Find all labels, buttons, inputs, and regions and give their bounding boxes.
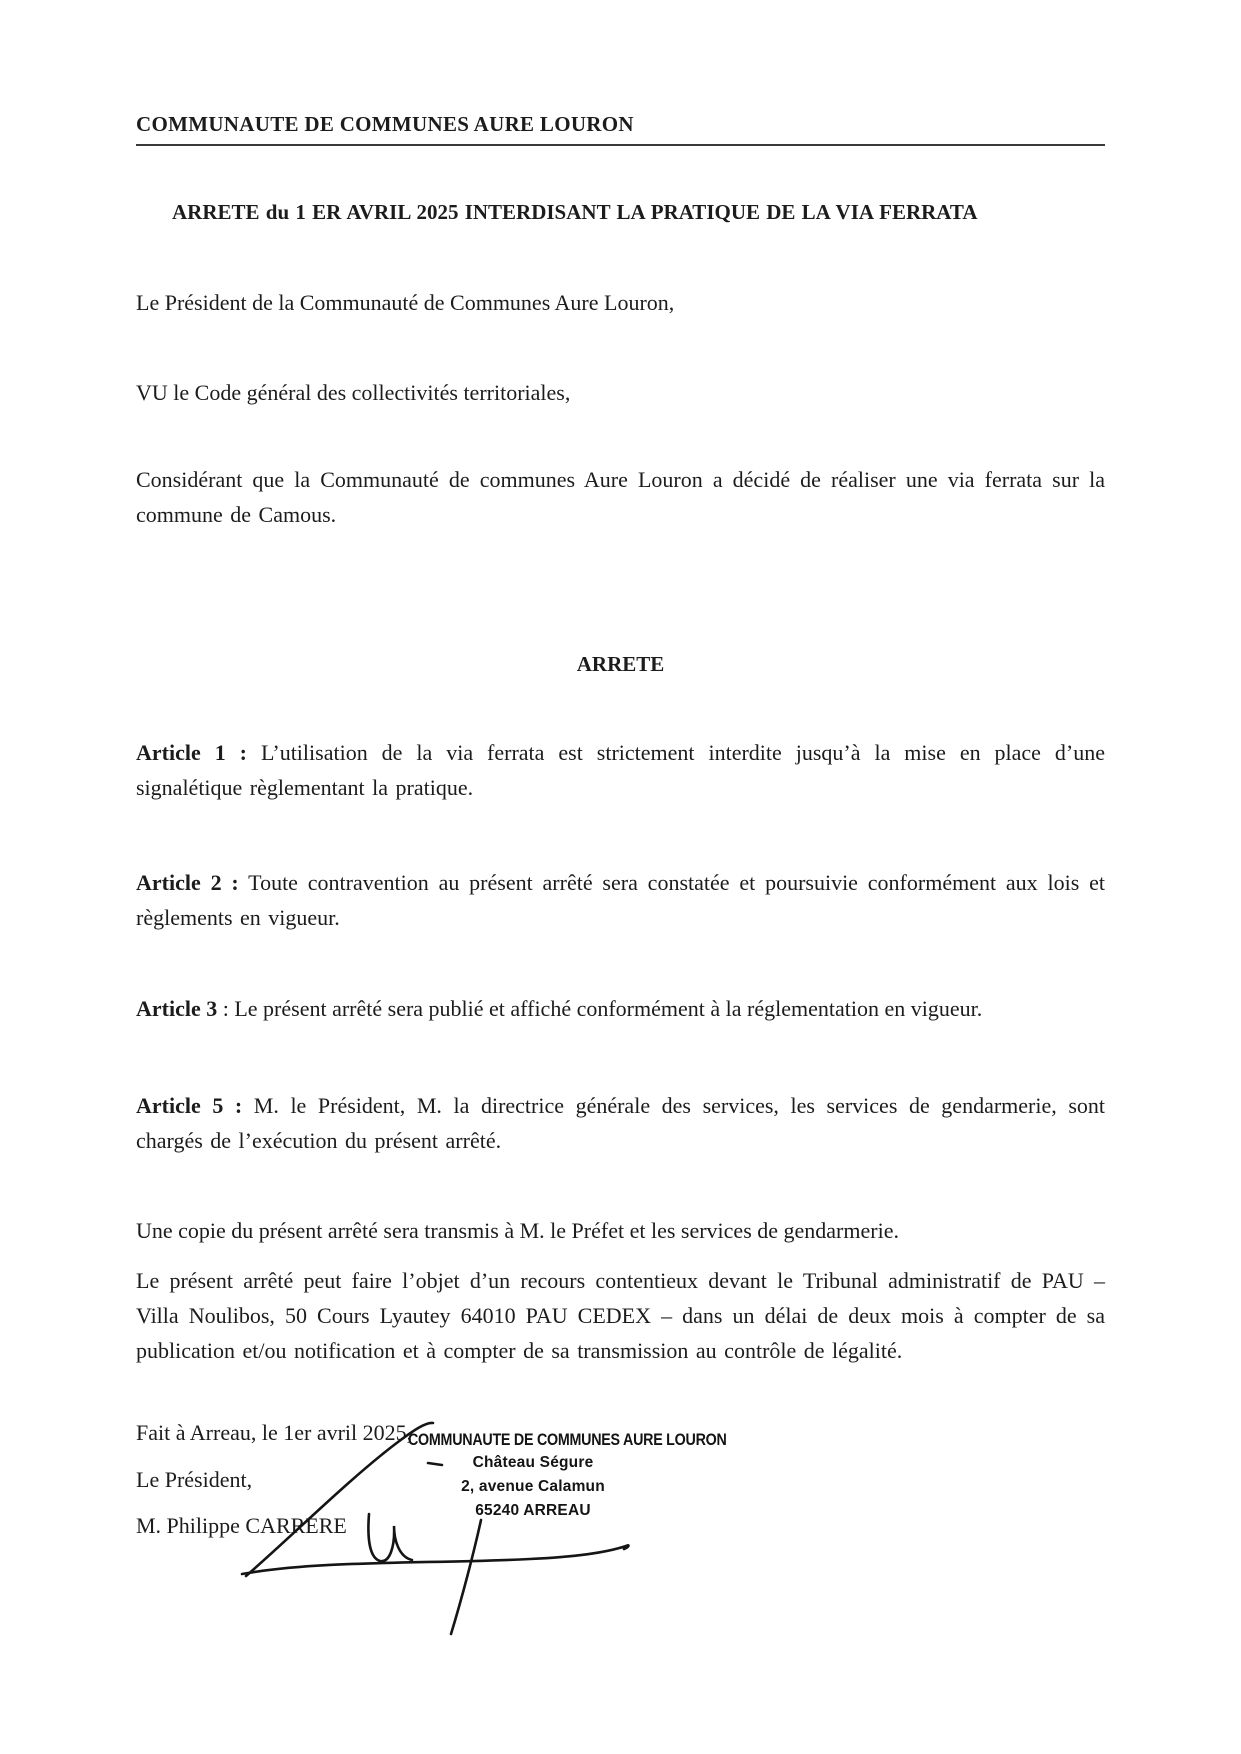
official-stamp [408,1429,727,1523]
article-2-text: Toute contravention au présent arrêté sera constatée et poursuivie conformément aux lois et règlements en vigueur. [136,870,1105,930]
stamp-organization-line: COMMUNAUTE DE COMMUNES AURE LOURON [408,1430,727,1449]
intro-vu: VU le Code général des collectivités territoriales, [136,380,571,405]
document-title: ARRETE du 1 ER AVRIL 2025 INTERDISANT LA PRATIQUE DE LA VIA FERRATA [172,200,978,224]
organization-header: COMMUNAUTE DE COMMUNES AURE LOURON [136,112,634,136]
article-2-label: Article 2 : [136,870,239,895]
article-3 [136,991,1105,1026]
article-1-text: L’utilisation de la via ferrata est strictement interdite jusqu’à la mise en place d’une signalétique règlementant la pratique. [136,740,1105,800]
stamp-address-line-3: 65240 ARREAU [475,1502,591,1519]
document-content [136,0,1105,1543]
stamp-address-line-2: 2, avenue Calamun [461,1478,605,1495]
article-1-label: Article 1 : [136,740,247,765]
article-5 [136,1088,1105,1158]
header-rule [136,144,1105,146]
article-3-label: Article 3 [136,996,218,1021]
article-5-text: M. le Président, M. la directrice générale des services, les services de gendarmerie, sont chargés de l’exécution du présent arrêté. [136,1093,1105,1153]
signature-fait-line: Fait à Arreau, le 1er avril 2025, [136,1420,413,1445]
article-5-label: Article 5 : [136,1093,243,1118]
arrete-heading: ARRETE [576,652,665,676]
intro-considerant: Considérant que la Communauté de communes Aure Louron a décidé de réaliser une via ferrata sur la commune de Camous. [136,467,1105,527]
article-1 [136,735,1105,805]
article-3-text: : Le présent arrêté sera publié et affiché conformément à la réglementation en vigueur. [217,996,983,1021]
signature-president-line: Le Président, [136,1467,253,1492]
stamp-address-line-1: Château Ségure [472,1454,594,1471]
intro-president: Le Président de la Communauté de Communes Aure Louron, [136,290,675,315]
article-2 [136,865,1105,935]
closing-recours: Le présent arrêté peut faire l’objet d’un recours contentieux devant le Tribunal administratif de PAU – Villa Noulibos, 50 Cours Lyautey 64010 PAU CEDEX – dans un délai de deux mois à compter de sa publication et/ou notification et à compter de sa transmission au contrôle de légalité. [136,1268,1105,1363]
closing-copie: Une copie du présent arrêté sera transmis à M. le Préfet et les services de gendarmerie. [136,1218,899,1243]
signature-name-line: M. Philippe CARRERE [136,1513,347,1538]
